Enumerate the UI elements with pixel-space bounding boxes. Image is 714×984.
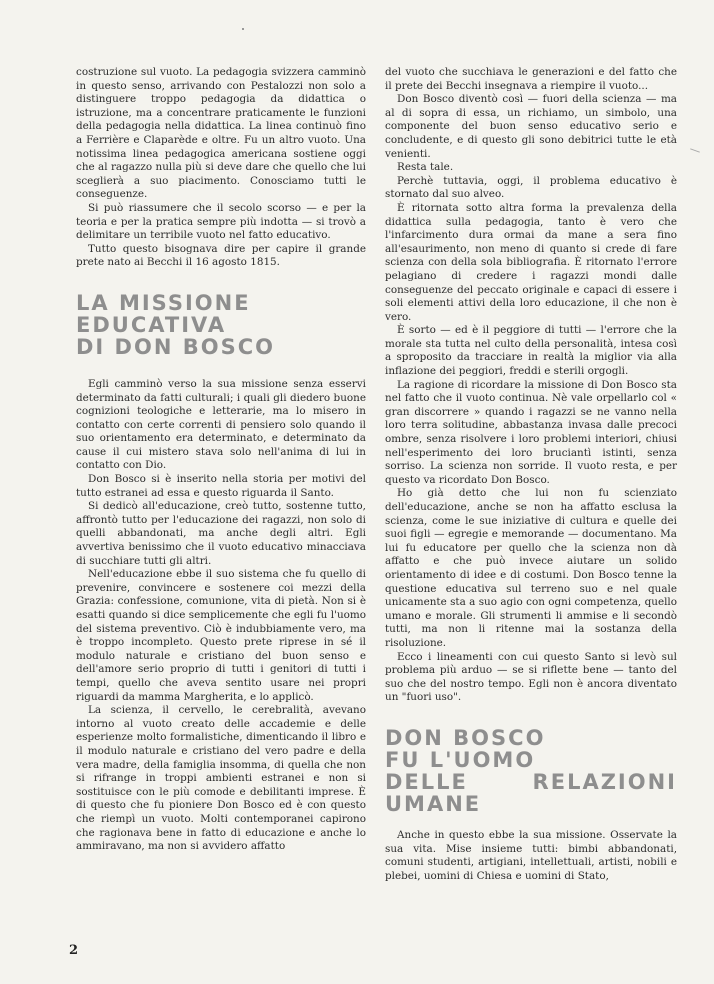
paragraph: Tutto questo bisognava dire per capire il grande prete nato ai Becchi il 16 agosto 1815. — [76, 242, 366, 269]
paragraph: La scienza, il cervello, le cerebralità, avevano intorno al vuoto creato delle accademie e delle esperienze molto formalistiche, dimenticando il libro e il modulo naturale e cristiano del vero padre e della vera madre, della famiglia insomma, di quella che non si rifrange in troppi ambienti estranei e non si sostituisce con le più comode e debilitanti imprese. È di questo che fu pioniere Don Bosco ed è con questo che riempì un vuoto. Molti contemporanei capirono che ragionava bene in fatto di educazione e anche lo ammiravano, ma non si avvidero affatto — [76, 704, 366, 853]
section-heading — [76, 292, 366, 358]
section-heading — [385, 727, 677, 815]
scan-speck — [242, 28, 244, 30]
paragraph: Ho già detto che lui non fu scienziato dell'educazione, anche se non ha affatto esclusa la scienza, come le sue iniziative di cultura e quelle dei suoi figli — egregie e memorande — documentano. Ma lui fu educatore per quello che la scienza non dà affatto e che può invece aiutare un solido orientamento di idee e di costumi. Don Bosco tenne la questione educativa sul terreno suo e nel quale unicamente sta a suo agio con ogni competenza, quello umano e morale. Gli strumenti li ammise e li secondò tutti, ma non li ritenne mai la sostanza della risoluzione. — [385, 487, 677, 649]
paragraph: costruzione sul vuoto. La pedagogia svizzera camminò in questo senso, arrivando con Pestalozzi non solo a distinguere troppo pedagogia da didattica o istruzione, ma a concentrare praticamente le funzioni della pedagogia nella didattica. La linea continuò fino a Ferrière e Claparède e oltre. Fu un altro vuoto. Una notissima linea pedagogica americana sostiene oggi che al ragazzo nulla più si deve dare che quello che lui sceglierà a suo piacimento. Conosciamo tutti le conseguenze. — [76, 66, 366, 201]
scan-speck — [690, 148, 700, 152]
paragraph: Si dedicò all'educazione, creò tutto, sostenne tutto, affrontò tutto per l'educazione dei ragazzi, non solo di quelli abbandonati, ma anche degli altri. Egli avvertiva benissimo che il vuoto educativo minacciava di succhiare tutti gli altri. — [76, 500, 366, 567]
paragraph: È ritornata sotto altra forma la prevalenza della didattica sulla pedagogia, tanto è vero che l'infarcimento dura ormai da mane a sera fino all'esaurimento, non meno di quanto si crede di fare scienza con della sola bibliografia. È ritornato l'errore pelagiano di credere i ragazzi mondi dalle conseguenze del peccato originale e capaci di essere i soli elementi attivi della loro educazione, il che non è vero. — [385, 201, 677, 323]
heading-line: DON BOSCO — [385, 725, 546, 750]
paragraph: Anche in questo ebbe la sua missione. Osservate la sua vita. Mise insieme tutti: bimbi abbandonati, comuni studenti, artigiani, intellettuali, artisti, nobili e plebei, uomini di Chiesa e uomini di Stato, — [385, 828, 677, 882]
paragraph: Nell'educazione ebbe il suo sistema che fu quello di prevenire, convincere e sostenere coi mezzi della Grazia: confessione, comunione, vita di pietà. Non si è esatti quando si dice semplicemente che egli fu l'uomo del sistema preventivo. Ciò è indubbiamente vero, ma è troppo incompleto. Questo prete riprese in sé il modulo naturale e cristiano del buon senso e dell'amore serio proprio di tutti i genitori di tutti i tempi, quello che aveva sentito usare nei propri riguardi da mamma Margherita, e lo applicò. — [76, 568, 366, 703]
heading-line: FU L'UOMO — [385, 747, 536, 772]
heading-line: LA MISSIONE — [76, 290, 251, 315]
paragraph: Don Bosco si è inserito nella storia per motivi del tutto estranei ad essa e questo riguarda il Santo. — [76, 473, 366, 499]
heading-line: DI DON BOSCO — [76, 334, 275, 359]
paragraph: Egli camminò verso la sua missione senza esservi determinato da fatti culturali; i quali gli diedero buone cognizioni teologiche e letterarie, ma lo misero in contatto con certe correnti di pensiero solo quando il suo orientamento era determinato, e determinato da cause il cui mistero stava solo nell'anima di lui in contatto con Dio. — [76, 377, 366, 472]
paragraph: La ragione di ricordare la missione di Don Bosco sta nel fatto che il vuoto continua. Nè vale orpellarlo col « gran discorrere » quando i ragazzi se ne vanno nella loro terra solitudine, abbastanza invasa dalle precoci ombre, senza risolvere i loro problemi interiori, chiusi nell'esperimento dei loro bruciantì istinti, senza sorriso. La scienza non sorride. Il vuoto resta, e per questo va ricordato Don Bosco. — [385, 378, 677, 486]
paragraph: Perchè tuttavia, oggi, il problema educativo è stornato dal suo alveo. — [385, 174, 677, 201]
heading-line: EDUCATIVA — [76, 312, 227, 337]
page-number: 2 — [69, 943, 79, 958]
paragraph: Ecco i lineamenti con cui questo Santo si levò sul problema più arduo — se si riflette bene — tanto del suo che del nostro tempo. Egli non è ancora diventato un "fuori uso". — [385, 650, 677, 704]
right-column — [385, 66, 677, 883]
left-column — [76, 66, 366, 854]
paragraph: Don Bosco diventò così — fuori della scienza — ma al di sopra di essa, un richiamo, un simbolo, una componente del buon senso educativo serio e concludente, e di questo gli sono debitrici tutte le età venienti. — [385, 93, 677, 160]
paragraph: Resta tale. — [397, 161, 454, 174]
heading-line: DELLE RELAZIONI UMANE — [385, 769, 677, 816]
paragraph: Si può riassumere che il secolo scorso — e per la teoria e per la pratica sempre più indotta — si trovò a delimitare un terribile vuoto nel fatto educativo. — [76, 201, 366, 242]
paragraph: È sorto — ed è il peggiore di tutti — l'errore che la morale sta tutta nel culto della personalità, intesa così a sproposito da tracciare in realtà la miglior via alla inflazione dei peggiori, freddi e sterili orgogli. — [385, 324, 677, 378]
paragraph: del vuoto che succhiava le generazioni e del fatto che il prete dei Becchi insegnava a riempire il vuoto... — [385, 66, 677, 92]
